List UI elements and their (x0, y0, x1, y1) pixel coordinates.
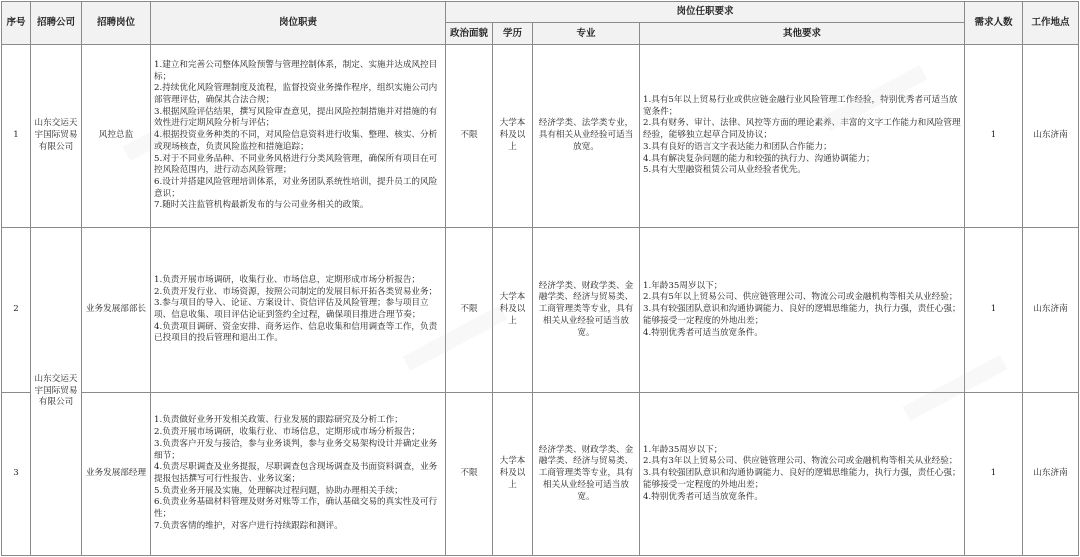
table-row (2, 45, 1079, 228)
row-other (640, 228, 965, 393)
row-political: 不限 (446, 228, 493, 393)
row-political: 不限 (446, 393, 493, 556)
other-item: 3.具有良好的语言文字表达能力和团队合作能力； (643, 141, 832, 152)
recruitment-table-wrapper (1, 1, 1078, 556)
other-item: 4.具有解决复杂问题的能力和较强的执行力、沟通协调能力； (643, 153, 875, 164)
row-location: 山东济南 (1023, 45, 1079, 228)
other-item: 1.年龄35周岁以下； (643, 280, 723, 291)
row-no: 2 (2, 228, 31, 393)
recruitment-table (1, 1, 1079, 556)
header-duties: 岗位职责 (151, 2, 446, 45)
header-position: 招聘岗位 (82, 2, 151, 45)
duty-item: 2.持续优化风险管理制度及流程，监督投资业务操作程序，组织实施公司内部管理评估，确保其合法合规； (154, 83, 438, 106)
other-item: 2.具有3年以上贸易公司、供应链管理公司、物流公司或金融机构等相关从业经验； (643, 456, 958, 467)
row-major: 经济学类、财政学类、金融学类、经济与贸易类、工商管理类等专业，具有相关从业经验可适当放宽。 (533, 228, 640, 393)
table-row (2, 228, 1079, 393)
row-duties (151, 228, 446, 393)
other-item: 4.特别优秀者可适当放宽条件。 (643, 491, 763, 502)
other-item: 5.具有大型融资租赁公司从业经验者优先。 (643, 165, 806, 176)
duty-item: 4.负责项目调研、资金安排、商务运作、信息收集和信用调查等工作，负责已投项目的投后管理和退出工作。 (154, 321, 438, 344)
row-location: 山东济南 (1023, 228, 1079, 393)
duty-item: 7.随时关注监管机构最新发布的与公司业务相关的政策。 (154, 200, 369, 211)
duty-item: 4.根据投资业务种类的不同，对风险信息资料进行收集、整理、核实、分析或现场核查，负责风险监控和措施追踪； (154, 130, 438, 152)
duty-item: 2.负责开发行业、市场资源，按照公司制定的发展目标开拓各类贸易业务； (154, 286, 438, 297)
other-item: 2.具有5年以上贸易公司、供应链管理公司、物流公司或金融机构等相关从业经验； (643, 292, 958, 303)
row-position: 业务发展部部长 (82, 228, 151, 393)
duty-item: 6.设计并搭建风险管理培训体系，对业务团队系统性培训，提升员工的风险意识； (154, 176, 438, 199)
row-position: 业务发展部经理 (82, 393, 151, 556)
duty-item: 3.负责客户开发与接洽，参与业务谈判，参与业务交易架构设计并确定业务细节； (154, 438, 438, 461)
duty-item: 3.参与项目的导入、论证、方案设计、资信评估及风险管理；参与项目立项、信息收集、项目评估论证到签约全过程，确保项目推进合理节奏； (154, 298, 429, 320)
header-row-1 (2, 2, 1079, 23)
duty-item: 6.负责业务基础材料管理及财务对账等工作，确认基础交易的真实性及可行性； (154, 497, 438, 520)
row-other (640, 45, 965, 228)
row-major: 经济学类、法学类专业，具有相关从业经验可适当放宽。 (533, 45, 640, 228)
row-headcount: 1 (965, 228, 1023, 393)
row-duties (151, 393, 446, 556)
header-requirements: 岗位任职要求 (446, 2, 965, 23)
duty-item: 5.对于不同业务品种、不同业务风格进行分类风险管理，确保所有项目在可控风险范围内，进行动态风险管理； (154, 153, 438, 176)
header-no: 序号 (2, 2, 31, 45)
duty-item: 1.建立和完善公司整体风险预警与管理控制体系，制定、实施并达成风控目标； (154, 59, 438, 82)
duty-item: 3.根据风险评估结果，撰写风险审查意见，提出风险控制措施并对措施的有效性进行定期风险分析与评估； (154, 106, 438, 129)
row-no: 1 (2, 45, 31, 228)
table-row (2, 393, 1079, 556)
header-other: 其他要求 (640, 23, 965, 45)
row-no: 3 (2, 393, 31, 556)
header-political: 政治面貌 (446, 23, 493, 45)
header-major: 专业 (533, 23, 640, 45)
row-headcount: 1 (965, 393, 1023, 556)
duty-item: 1.负责做好业务开发相关政策、行业发展的跟踪研究及分析工作； (154, 415, 403, 426)
other-item: 2.具有财务、审计、法律、风控等方面的理论素养、丰富的文字工作能力和风险管理经验，能够独立起草合同及协议； (643, 118, 961, 141)
row-company: 山东交运天宇国际贸易有限公司 (31, 228, 82, 556)
row-headcount: 1 (965, 45, 1023, 228)
other-item: 1.年龄35周岁以下； (643, 444, 723, 455)
duty-item: 7.负责客情的维护，对客户进行持续跟踪和测评。 (154, 520, 343, 531)
other-item: 3.具有较强团队意识和沟通协调能力、良好的逻辑思维能力，执行力强，责任心强；能够接受一定程度的外地出差； (643, 304, 961, 326)
row-company: 山东交运天宇国际贸易有限公司 (31, 45, 82, 228)
row-education: 大学本科及以上 (493, 393, 533, 556)
row-political: 不限 (446, 45, 493, 228)
row-other (640, 393, 965, 556)
row-major: 经济学类、财政学类、金融学类、经济与贸易类、工商管理类等专业，具有相关从业经验可适当放宽。 (533, 393, 640, 556)
row-education: 大学本科及以上 (493, 45, 533, 228)
header-company: 招聘公司 (31, 2, 82, 45)
header-location: 工作地点 (1023, 2, 1079, 45)
duty-item: 4.负责尽职调查及业务提报，尽职调查包含现场调查及书面资料调查，业务提报包括撰写可行性报告、业务议案； (154, 462, 438, 484)
row-position: 风控总监 (82, 45, 151, 228)
row-location: 山东济南 (1023, 393, 1079, 556)
header-headcount: 需求人数 (965, 2, 1023, 45)
duty-item: 2.负责开展市场调研，收集行业、市场信息，定期形成市场分析报告； (154, 427, 421, 438)
duty-item: 1.负责开展市场调研，收集行业、市场信息，定期形成市场分析报告； (154, 274, 421, 285)
other-item: 3.具有较强团队意识和沟通协调能力、良好的逻辑思维能力，执行力强，责任心强；能够接受一定程度的外地出差； (643, 468, 961, 490)
other-item: 4.特别优秀者可适当放宽条件。 (643, 327, 763, 338)
header-education: 学历 (493, 23, 533, 45)
other-item: 1.具有5年以上贸易行业或供应链金融行业风险管理工作经验，特别优秀者可适当放宽条件； (643, 95, 958, 117)
duty-item: 5.负责业务开展及实施，处理解决过程问题，协助办理相关手续； (154, 485, 403, 496)
row-duties (151, 45, 446, 228)
row-education: 大学本科及以上 (493, 228, 533, 393)
